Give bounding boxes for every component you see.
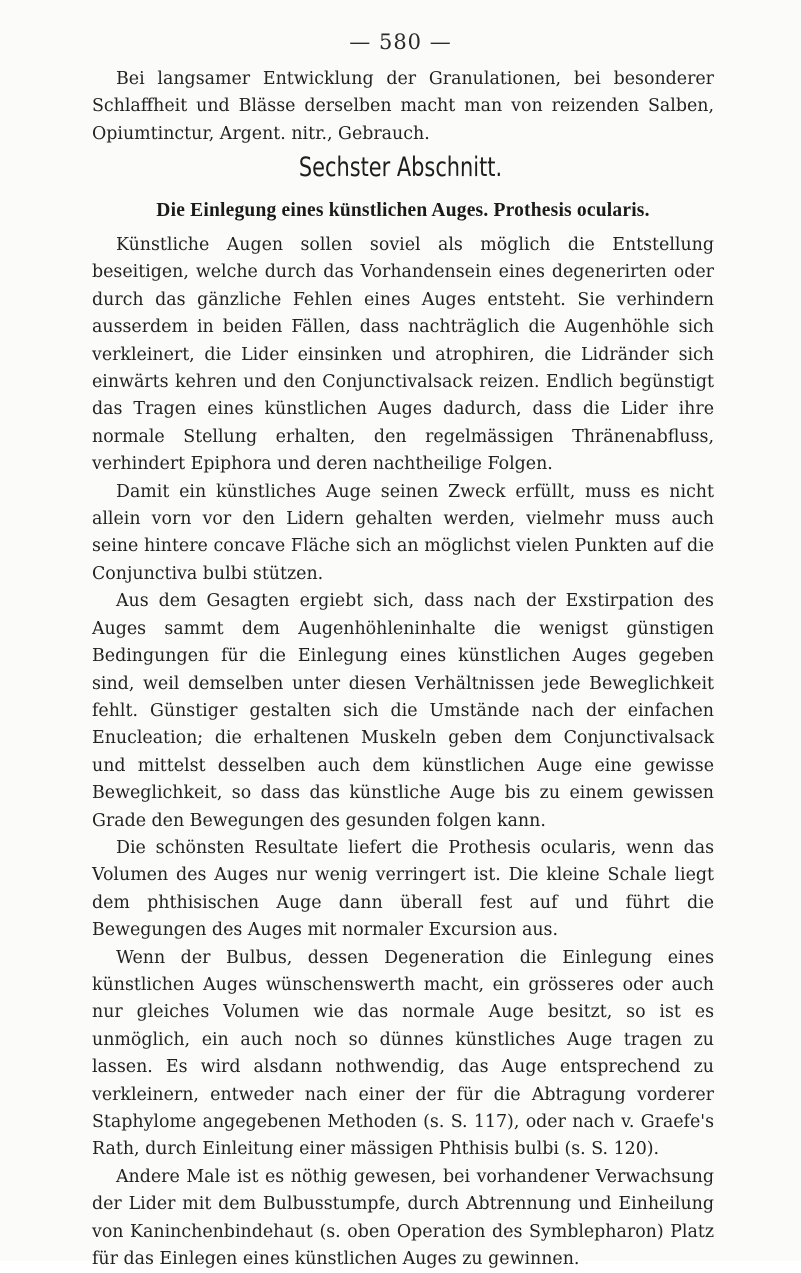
paragraph: Wenn der Bulbus, dessen Degeneration die Einlegung eines künstlichen Auges wünschenswerth macht, ein grösseres oder auch nur gleiches Volumen wie das normale Auge besitzt, so ist es unmöglich, ein auch noch so dünnes künstliches Auge tragen zu lassen. Es wird alsdann nothwendig, das Auge entsprechend zu verkleinern, entweder nach einer der für die Abtragung vorderer Staphylome angegebenen Methoden (s. S. 117), oder nach v. Graefe's Rath, durch Einleitung einer mässigen Phthisis bulbi (s. S. 120).	[92, 947, 714, 1160]
body-text-block	[92, 232, 714, 1273]
paragraph: Künstliche Augen sollen soviel als möglich die Entstellung beseitigen, welche durch das Vorhandensein eines degenerirten oder durch das gänzliche Fehlen eines Auges entsteht. Sie verhindern ausserdem in beiden Fällen, dass nachträglich die Augenhöhle sich verkleinert, die Lider einsinken und atrophiren, die Lidränder sich einwärts kehren und den Conjunctivalsack reizen. Endlich begünstigt das Tragen eines künstlichen Auges dadurch, dass die Lider ihre normale Stellung erhalten, den regelmässigen Thränenabfluss, verhindert Epiphora und deren nachtheilige Folgen.	[92, 235, 714, 475]
paragraph: Andere Male ist es nöthig gewesen, bei vorhandener Verwachsung der Lider mit dem Bulbusstumpfe, durch Abtrennung und Einheilung von Kaninchenbindehaut (s. oben Operation des Symblepharon) Platz für das Einlegen eines künstlichen Auges zu gewinnen.	[92, 1166, 714, 1270]
section-subheading: Die Einlegung eines künstlichen Auges. Prothesis ocularis.	[156, 200, 650, 221]
intro-text-block	[92, 66, 714, 148]
paragraph: Damit ein künstliches Auge seinen Zweck erfüllt, muss es nicht allein vorn vor den Lidern gehalten werden, vielmehr muss auch seine hintere concave Fläche sich an möglichst vielen Punkten auf die Conjunctiva bulbi stützen.	[92, 481, 714, 584]
section-heading: Sechster Abschnitt.	[298, 152, 503, 183]
paragraph: Die schönsten Resultate liefert die Prothesis ocularis, wenn das Volumen des Auges nur wenig verringert ist. Die kleine Schale liegt dem phthisischen Auge dann überall fest auf und führt die Bewegungen des Auges mit normaler Excursion aus.	[92, 837, 714, 941]
paragraph: Aus dem Gesagten ergiebt sich, dass nach der Exstirpation des Auges sammt dem Augenhöhleninhalte die wenigst günstigen Bedingungen für die Einlegung eines künstlichen Auges gegeben sind, weil demselben unter diesen Verhältnissen jede Beweglichkeit fehlt. Günstiger gestalten sich die Umstände nach der einfachen Enucleation; die erhaltenen Muskeln geben dem Conjunctivalsack und mittelst desselben auch dem künstlichen Auge eine gewisse Beweglichkeit, so dass das künstliche Auge bis zu einem gewissen Grade den Bewegungen des gesunden folgen kann.	[92, 591, 714, 831]
intro-paragraph: Bei langsamer Entwicklung der Granulationen, bei besonderer Schlaffheit und Blässe derselben macht man von reizenden Salben, Opiumtinctur, Argent. nitr., Gebrauch.	[92, 69, 714, 144]
page-number: — 580 —	[349, 30, 452, 54]
